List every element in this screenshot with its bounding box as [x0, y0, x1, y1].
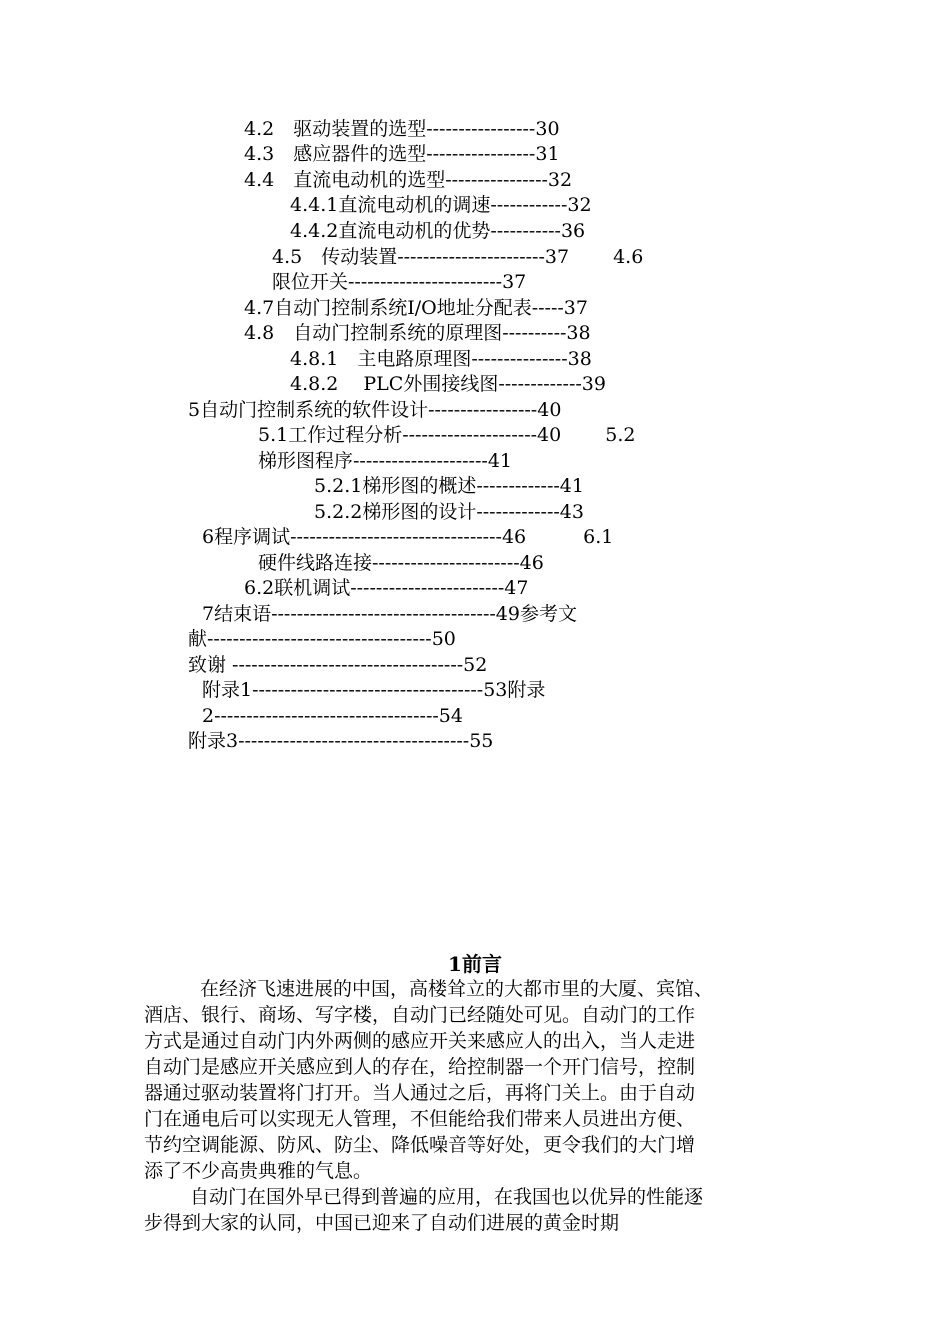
toc-line: 2-----------------------------------54 — [202, 705, 463, 727]
body-line: 酒店、银行、商场、写字楼，自动门已经随处可见。自动门的工作 — [144, 1004, 696, 1026]
toc-line: 4.8.1 主电路原理图---------------38 — [290, 348, 592, 370]
toc-line: 4.2 驱动装置的选型-----------------30 — [244, 118, 560, 140]
body-line: 方式是通过自动门内外两侧的感应开关来感应人的出入，当人走进 — [144, 1030, 696, 1052]
toc-line: 限位开关------------------------37 — [272, 271, 527, 293]
body-line: 器通过驱动装置将门打开。当人通过之后，再将门关上。由于自动 — [144, 1082, 696, 1104]
body-line: 添了不少高贵典雅的气息。 — [144, 1160, 373, 1182]
toc-line: 献-----------------------------------50 — [188, 628, 456, 650]
toc-line: 6.2联机调试------------------------47 — [244, 577, 529, 599]
toc-line: 附录1------------------------------------53附录 — [202, 679, 546, 701]
toc-line: 4.4.2直流电动机的优势-----------36 — [290, 220, 586, 242]
body-line: 自动门是感应开关感应到人的存在，给控制器一个开门信号，控制 — [144, 1056, 696, 1078]
body-line: 节约空调能源、防风、防尘、降低噪音等好处，更令我们的大门增 — [144, 1134, 696, 1156]
section-heading: 1前言 — [448, 952, 502, 976]
toc-line: 5.1工作过程分析---------------------40 5.2 — [258, 424, 636, 446]
toc-line: 5.2.1梯形图的概述-------------41 — [314, 475, 584, 497]
toc-line: 4.7自动门控制系统I/O地址分配表-----37 — [244, 297, 588, 319]
toc-line: 致谢 ------------------------------------52 — [188, 654, 488, 676]
toc-line: 4.5 传动装置-----------------------37 4.6 — [272, 246, 644, 268]
toc-line: 4.4 直流电动机的选型----------------32 — [244, 169, 573, 191]
body-line: 门在通电后可以实现无人管理，不但能给我们带来人员进出方便、 — [144, 1108, 696, 1130]
toc-line: 4.8 自动门控制系统的原理图----------38 — [244, 322, 591, 344]
body-line: 自动门在国外早已得到普遍的应用，在我国也以优异的性能逐 — [190, 1186, 704, 1208]
toc-line: 5.2.2梯形图的设计-------------43 — [314, 501, 584, 523]
toc-line: 梯形图程序---------------------41 — [258, 450, 512, 472]
toc-line: 附录3------------------------------------55 — [188, 730, 494, 752]
toc-line: 4.3 感应器件的选型-----------------31 — [244, 143, 560, 165]
toc-line: 5自动门控制系统的软件设计-----------------40 — [188, 399, 562, 421]
body-line: 步得到大家的认同，中国已迎来了自动们进展的黄金时期 — [144, 1212, 620, 1234]
toc-line: 4.8.2 PLC外围接线图-------------39 — [290, 373, 606, 395]
toc-line: 硬件线路连接-----------------------46 — [258, 552, 544, 574]
toc-line: 6程序调试---------------------------------46 6.1 — [202, 526, 614, 548]
body-line: 在经济飞速进展的中国，高楼耸立的大都市里的大厦、宾馆、 — [200, 978, 714, 1000]
toc-line: 4.4.1直流电动机的调速------------32 — [290, 194, 592, 216]
toc-line: 7结束语-----------------------------------49参考文 — [202, 603, 577, 625]
